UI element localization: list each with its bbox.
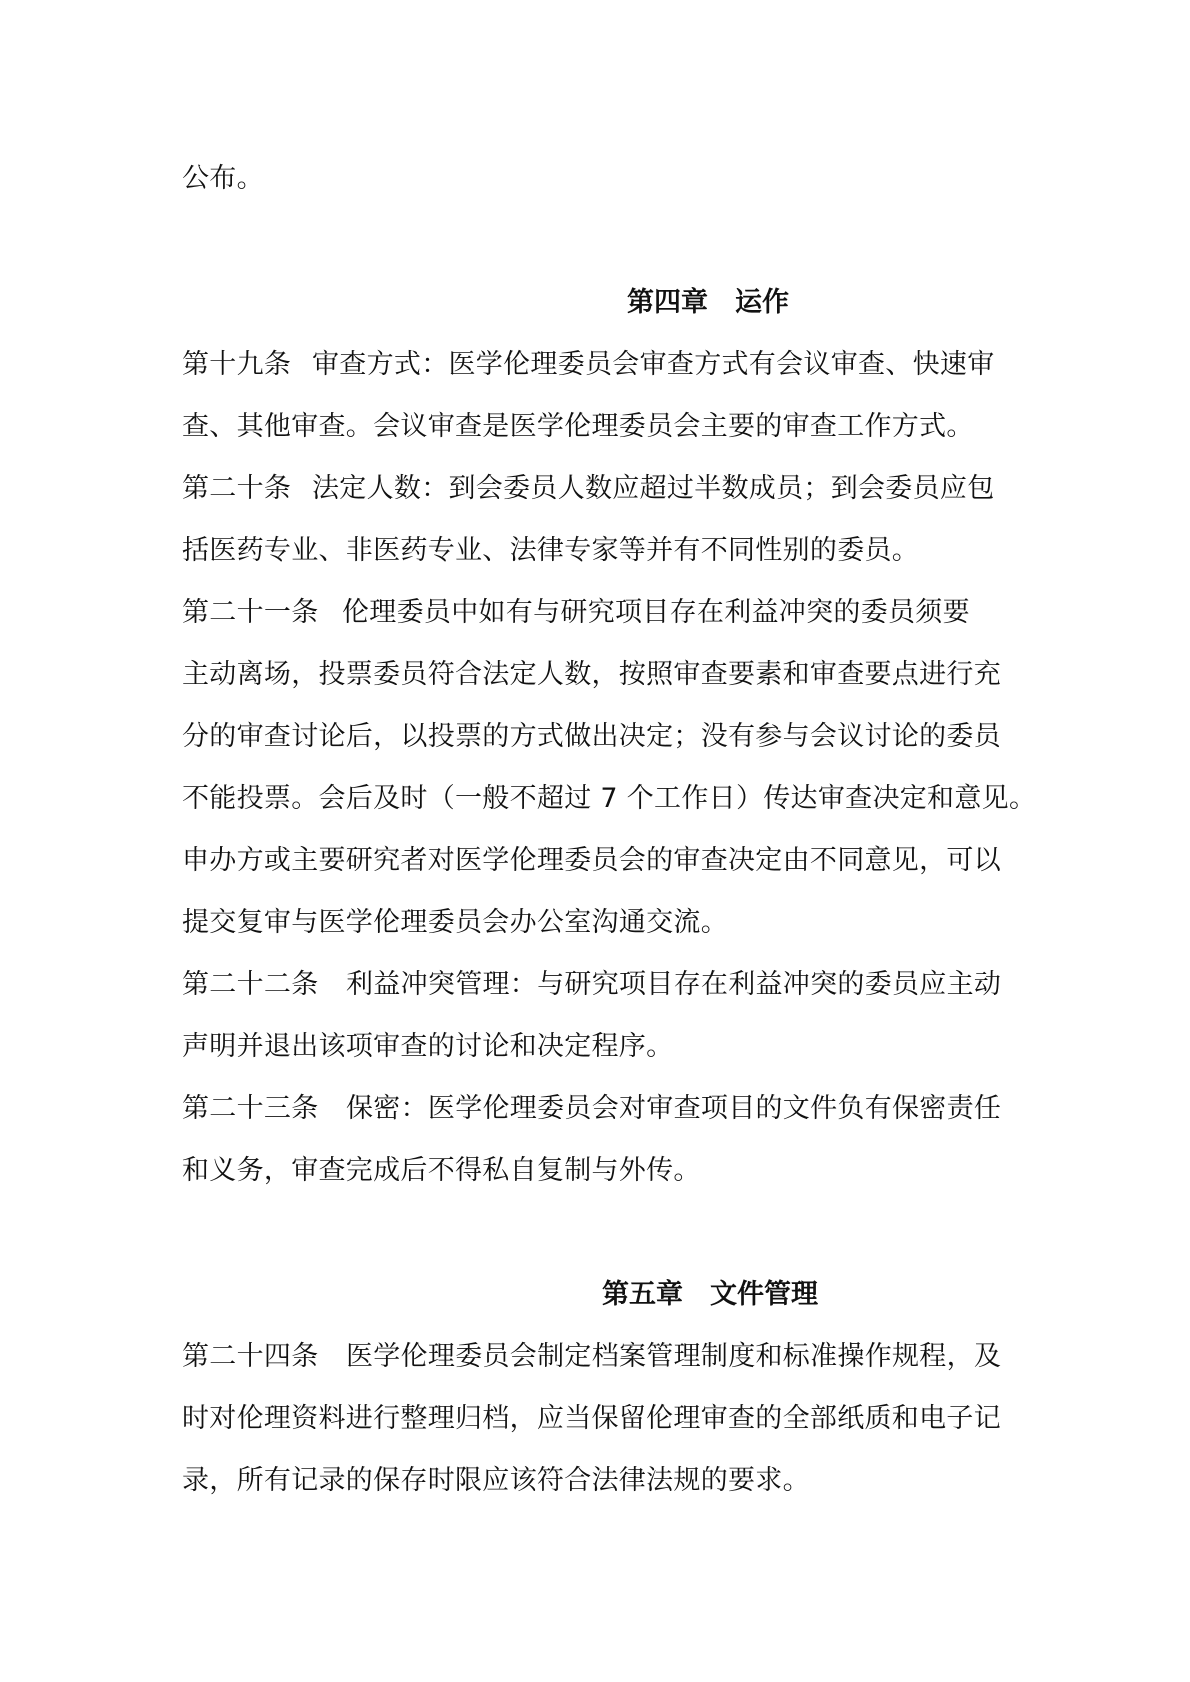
article-19-line-2: 查、其他审查。会议审查是医学伦理委员会主要的审查工作方式。 <box>182 411 974 442</box>
article-text: 保密：医学伦理委员会对审查项目的文件负有保密责任 <box>346 1093 1002 1124</box>
article-21-line-2: 主动离场，投票委员符合法定人数，按照审查要素和审查要点进行充 <box>182 659 1001 690</box>
article-number: 第十九条 <box>182 349 292 380</box>
chapter-heading-4: 第四章 运作 <box>627 287 789 318</box>
blank-line <box>182 1202 1018 1264</box>
article-21-line-5: 申办方或主要研究者对医学伦理委员会的审查决定由不同意见，可以 <box>182 845 1001 876</box>
article-21-line-6: 提交复审与医学伦理委员会办公室沟通交流。 <box>182 907 728 938</box>
article-text: 伦理委员中如有与研究项目存在利益冲突的委员须要 <box>342 597 970 628</box>
article-number: 第二十条 <box>182 473 292 504</box>
article-24-line-2: 时对伦理资料进行整理归档，应当保留伦理审查的全部纸质和电子记 <box>182 1403 1001 1434</box>
document-body <box>182 148 1037 1512</box>
article-19-line-1 <box>182 334 1018 396</box>
article-21-line-3: 分的审查讨论后，以投票的方式做出决定；没有参与会议讨论的委员 <box>182 721 1001 752</box>
article-23-line-2: 和义务，审查完成后不得私自复制与外传。 <box>182 1155 701 1186</box>
article-number: 第二十一条 <box>182 597 319 628</box>
blank-line <box>182 210 1018 272</box>
article-number: 第二十四条 <box>182 1341 319 1372</box>
article-24-line-3: 录，所有记录的保存时限应该符合法律法规的要求。 <box>182 1465 810 1496</box>
article-22-line-2: 声明并退出该项审查的讨论和决定程序。 <box>182 1031 674 1062</box>
article-text: 医学伦理委员会制定档案管理制度和标准操作规程，及 <box>346 1341 1002 1372</box>
article-24-line-1 <box>182 1326 1018 1388</box>
text-line: 公布。 <box>182 163 264 194</box>
article-number: 第二十三条 <box>182 1093 319 1124</box>
article-number: 第二十二条 <box>182 969 319 1000</box>
article-20-line-1 <box>182 458 1018 520</box>
article-20-line-2: 括医药专业、非医药专业、法律专家等并有不同性别的委员。 <box>182 535 920 566</box>
article-21-line-1 <box>182 582 1018 644</box>
article-text: 法定人数：到会委员人数应超过半数成员；到会委员应包 <box>312 473 995 504</box>
article-text: 利益冲突管理：与研究项目存在利益冲突的委员应主动 <box>346 969 1002 1000</box>
chapter-heading-5: 第五章 文件管理 <box>602 1279 818 1310</box>
article-21-line-4: 不能投票。会后及时（一般不超过 7 个工作日）传达审查决定和意见。 <box>182 783 1037 814</box>
article-22-line-1 <box>182 954 1018 1016</box>
article-23-line-1 <box>182 1078 1018 1140</box>
article-text: 审查方式：医学伦理委员会审查方式有会议审查、快速审 <box>312 349 995 380</box>
